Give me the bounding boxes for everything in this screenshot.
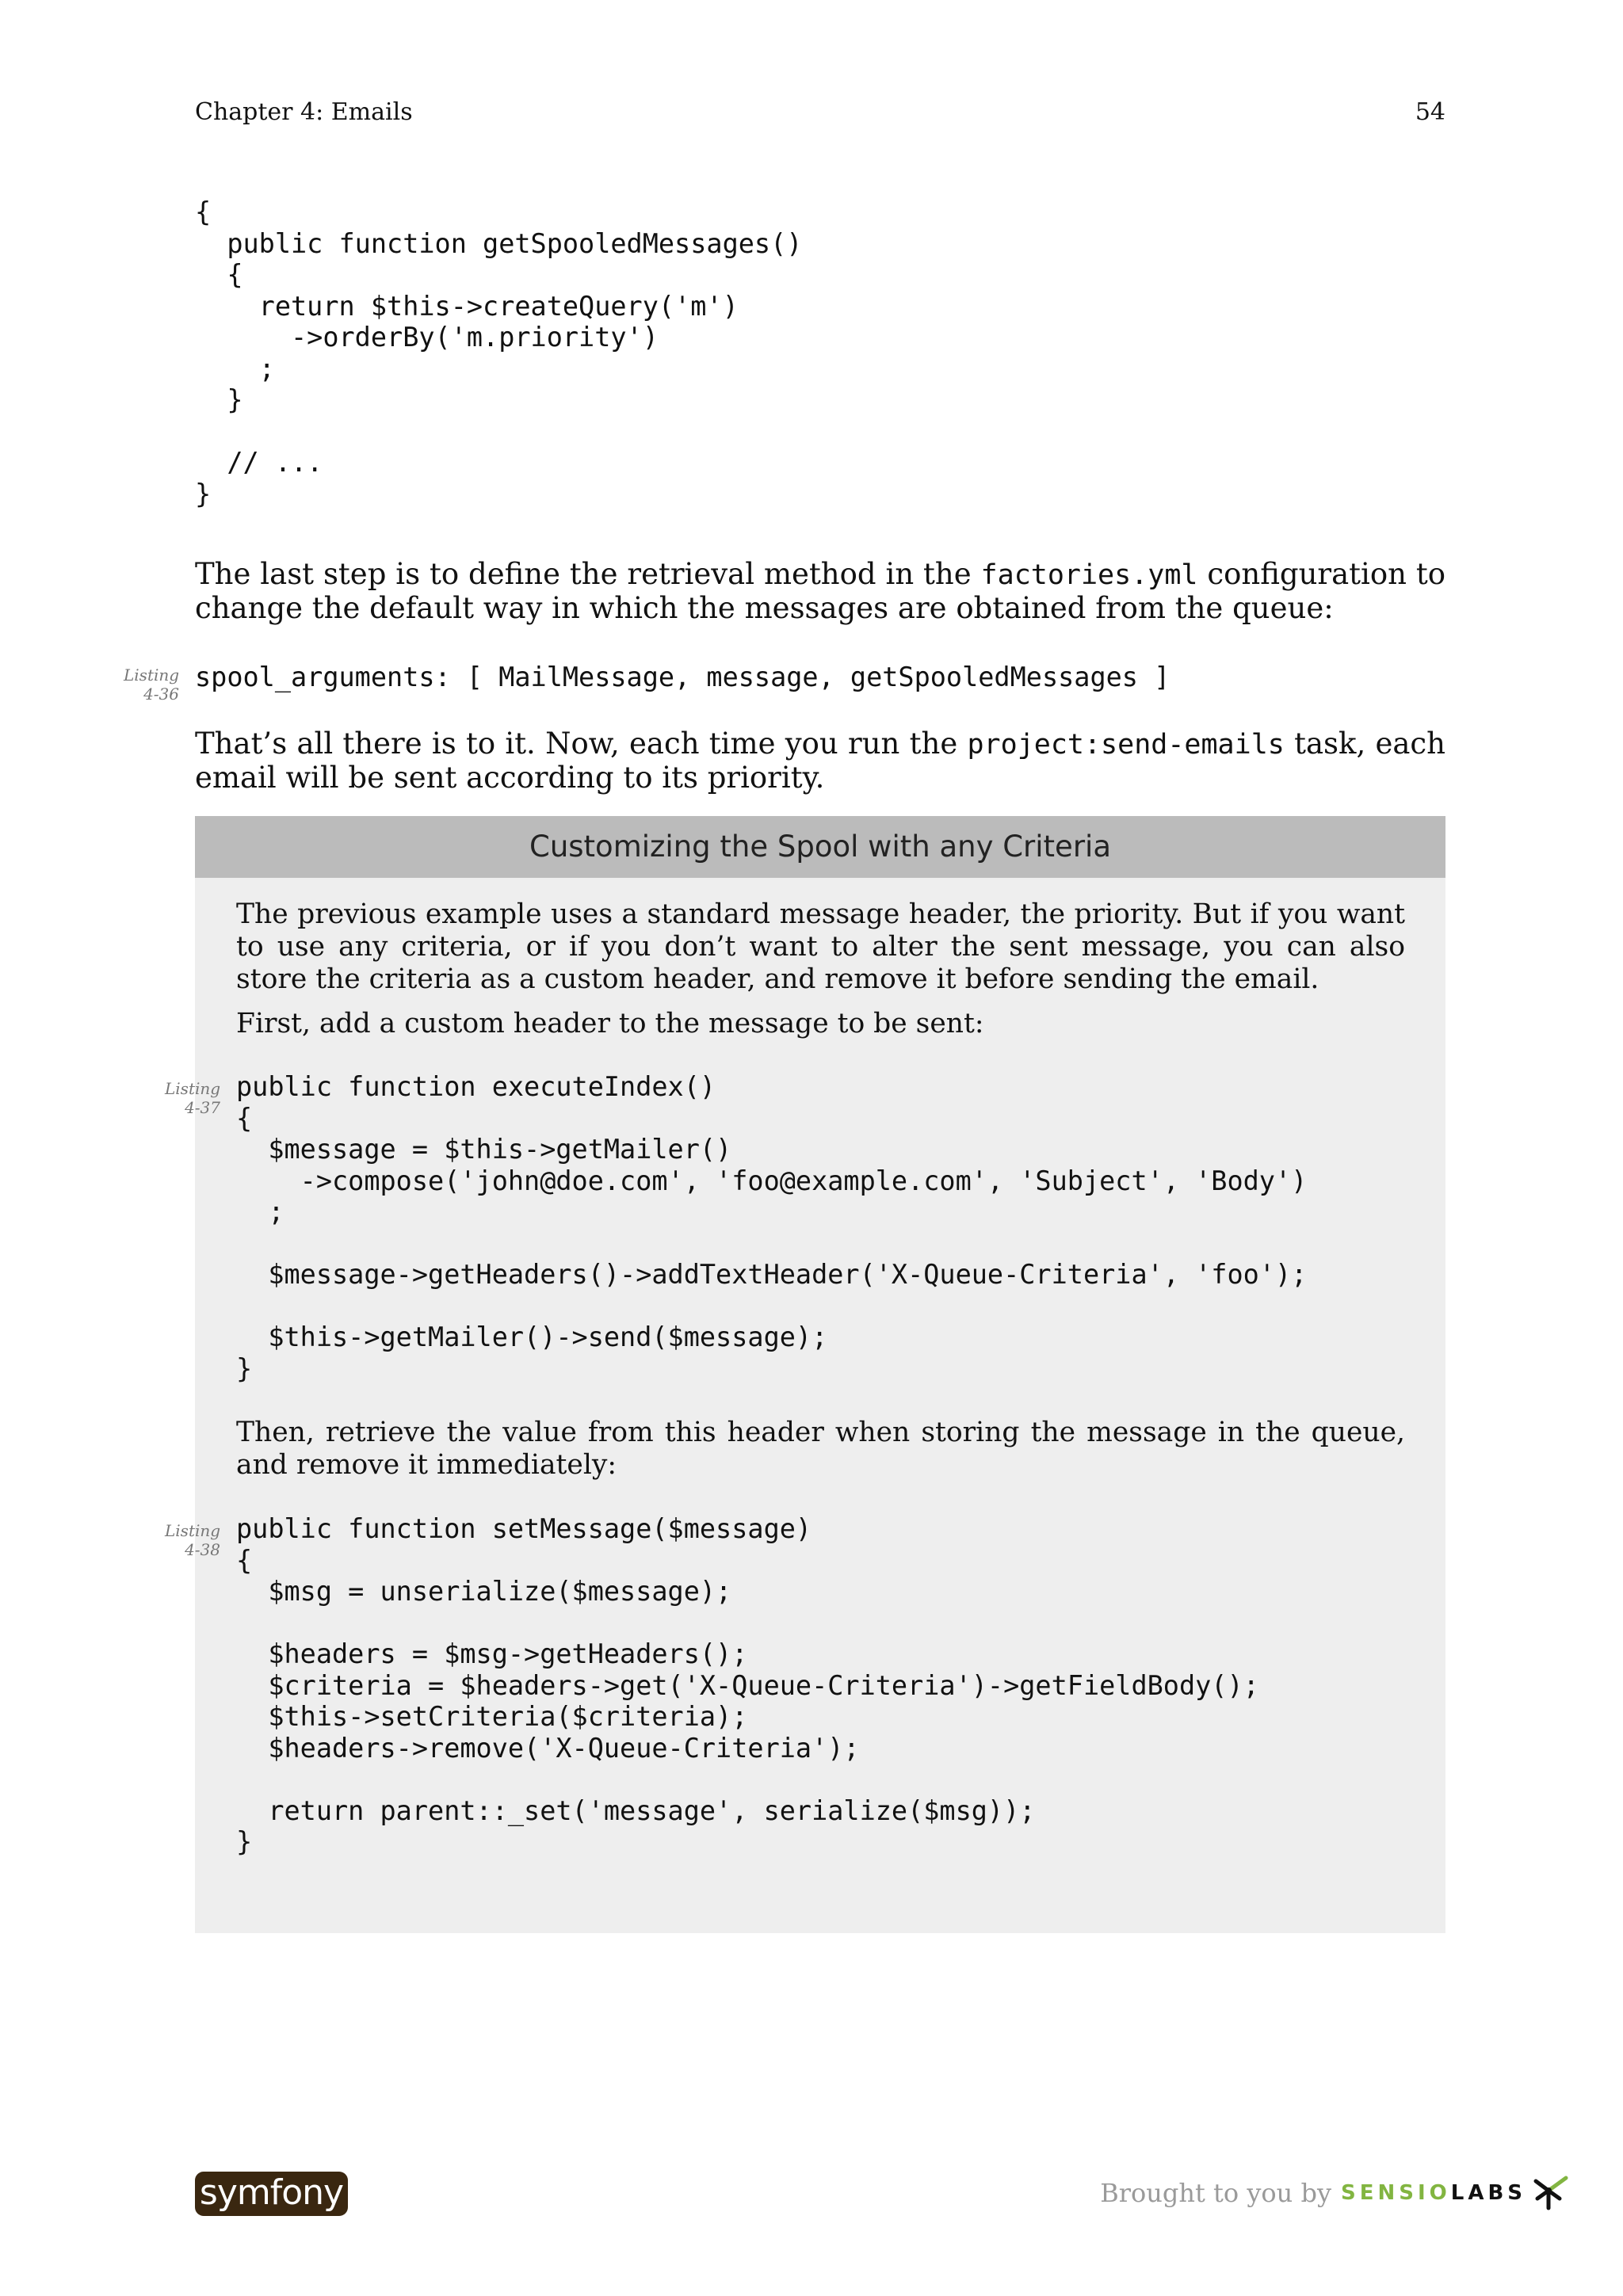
sensio-wordmark: SENSIO <box>1341 2181 1451 2205</box>
sidebar-first: First, add a custom header to the message to be sent: <box>236 1008 984 1039</box>
listing-word: Listing <box>165 1079 221 1098</box>
inline-code: project:send-emails <box>967 729 1285 761</box>
listing-word: Listing <box>124 666 180 685</box>
listing-number: 4-36 <box>143 685 179 704</box>
listing-number: 4-38 <box>185 1540 220 1559</box>
sponsor-credit <box>1100 2173 1572 2213</box>
paragraph-factories <box>195 558 1445 625</box>
code-block-top: { public function getSpooledMessages() { return $this->createQuery('m') ->orderBy('m.priority') ; } // ... } <box>195 196 803 509</box>
paragraph-text: configuration to change the default way in which the messages are obtained from the queue: <box>195 557 1445 625</box>
paragraph-text: The last step is to define the retrieval method in the <box>195 557 981 591</box>
listing-label <box>165 1521 220 1559</box>
listing-number: 4-37 <box>185 1098 220 1117</box>
code-block-4-38: public function setMessage($message) { $msg = unserialize($message); $headers = $msg->getHeaders(); $criteria = $headers->get('X-Queue-Criteria')->getFieldBody(); $this->setCriteria($criteria); $headers->remove('X-Queue-Criteria'); return parent::_set('message', serialize($msg)); } <box>236 1513 1259 1857</box>
code-block-4-37: public function executeIndex() { $message = $this->getMailer() ->compose('john@doe.com', 'foo@example.com', 'Subject', 'Body') ; $message->getHeaders()->addTextHeader('X-Queue-Criteria', 'foo'); $this->getMailer()->send($message); } <box>236 1071 1308 1384</box>
chapter-title: Chapter 4: Emails <box>195 98 413 126</box>
paragraph-text: task, each email will be sent according to its priority. <box>195 727 1445 795</box>
listing-label <box>124 666 179 704</box>
sidebar-then: Then, retrieve the value from this header when storing the message in the queue, and remove it immediately: <box>236 1417 1405 1481</box>
listing-label <box>165 1079 220 1117</box>
inline-code: factories.yml <box>980 559 1198 591</box>
sidebar-title: Customizing the Spool with any Criteria <box>195 816 1445 878</box>
listing-word: Listing <box>165 1521 221 1540</box>
brought-text: Brought to you by <box>1100 2178 1332 2208</box>
labs-wordmark: LABS <box>1450 2181 1526 2205</box>
code-block-4-36: spool_arguments: [ MailMessage, message, getSpooledMessages ] <box>195 662 1170 692</box>
symfony-logo: symfony <box>195 2172 348 2216</box>
page-number: 54 <box>1415 98 1445 126</box>
sidebar-intro: The previous example uses a standard message header, the priority. But if you want to use any criteria, or if you don’t want to alter the sent message, you can also store the criteria as a custom header, and remove it before sending the email. <box>236 898 1405 995</box>
paragraph-text: That’s all there is to it. Now, each time you run the <box>195 727 968 761</box>
sensiolabs-logo-icon <box>1531 2172 1572 2214</box>
sidebar-box <box>165 816 1445 1933</box>
paragraph-send-emails <box>195 727 1445 795</box>
